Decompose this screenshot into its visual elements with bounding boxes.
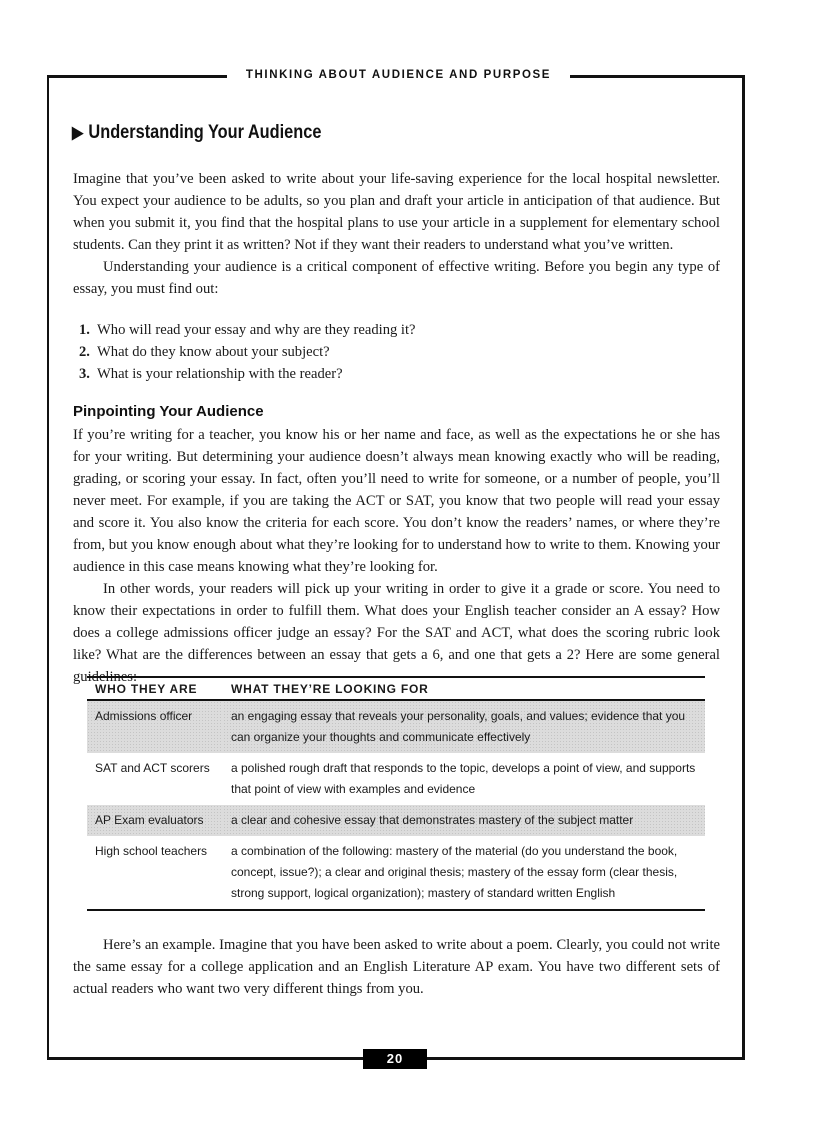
cell-who: AP Exam evaluators	[87, 805, 223, 836]
section-title-text: Understanding Your Audience	[88, 122, 322, 143]
intro-paragraph: Understanding your audience is a critical component of effective writing. Before you begin any type of essay, you must find out:	[73, 259, 720, 297]
column-header-what: WHAT THEY’RE LOOKING FOR	[223, 677, 705, 700]
question-list	[79, 319, 416, 385]
list-item	[79, 363, 416, 385]
column-header-who: WHO THEY ARE	[87, 677, 223, 700]
cell-what: a polished rough draft that responds to the topic, develops a point of view, and supports that point of view with examples and evidence	[231, 761, 696, 796]
table-row	[87, 805, 705, 836]
running-head: THINKING ABOUT AUDIENCE AND PURPOSE	[245, 69, 552, 81]
cell-what: a clear and cohesive essay that demonstrates mastery of the subject matter	[223, 805, 705, 836]
table-row	[87, 753, 705, 805]
frame-right-rule	[742, 75, 745, 1060]
page-number: 20	[363, 1049, 427, 1069]
frame-top-rule-right	[570, 75, 745, 78]
table-row	[87, 836, 705, 910]
subsection-text	[73, 424, 720, 688]
cell-what: an engaging essay that reveals your personality, goals, and values; evidence that you can organize your thoughts and communicate effectively	[223, 700, 705, 753]
list-text: What is your relationship with the reader?	[97, 366, 343, 382]
body-paragraph: If you’re writing for a teacher, you know his or her name and face, as well as the expectations he or she has for your writing. But determining your audience doesn’t always mean knowing exactly who will be reading, grading, or scoring your essay. In fact, often you’ll need to write for someone, or a number of people, you’ll never meet. For example, if you are taking the ACT or SAT, you know that two people will read your essay and score it. You also know the criteria for each score. You don’t know the readers’ names, or where they’re from, but you know enough about what they’re looking for to understand how to write to them. Knowing your audience in this case means knowing what they’re looking for.	[73, 427, 720, 575]
cell-who: Admissions officer	[87, 700, 223, 753]
list-number: 2.	[79, 344, 90, 360]
frame-top-rule-left	[47, 75, 227, 78]
intro-text	[73, 168, 720, 300]
subsection-title: Pinpointing Your Audience	[73, 403, 264, 420]
list-number: 3.	[79, 366, 90, 382]
cell-what: a combination of the following: mastery of the material (do you understand the book, concept, issue?); a clear and original thesis; mastery of the essay form (clear thesis, strong support, logical organization); mastery of standard written English	[231, 844, 678, 900]
list-number: 1.	[79, 322, 90, 338]
table-header-row	[87, 677, 705, 700]
triangle-arrow-icon: ▶	[72, 123, 84, 142]
section-title	[72, 122, 321, 144]
frame-left-rule	[47, 75, 49, 1060]
closing-text	[73, 934, 720, 1000]
cell-who: SAT and ACT scorers	[95, 761, 210, 775]
cell-who: High school teachers	[95, 844, 208, 858]
list-text: Who will read your essay and why are they reading it?	[97, 322, 416, 338]
list-text: What do they know about your subject?	[97, 344, 330, 360]
body-paragraph: In other words, your readers will pick up your writing in order to give it a grade or score. You need to know their expectations in order to fulfill them. What does your English teacher consider an A essay? How does a college admissions officer judge an essay? For the SAT and ACT, what does the scoring rubric look like? What are the differences between an essay that gets a 6, and one that gets a 2? Here are some general guidelines:	[73, 581, 720, 685]
audience-guidelines-table	[87, 676, 705, 911]
closing-paragraph: Here’s an example. Imagine that you have been asked to write about a poem. Clearly, you could not write the same essay for a college application and an English Literature AP exam. You have two different sets of actual readers who want two very different things from you.	[73, 937, 720, 997]
list-item	[79, 319, 416, 341]
intro-paragraph: Imagine that you’ve been asked to write about your life-saving experience for the local hospital newsletter. You expect your audience to be adults, so you plan and draft your article in anticipation of that audience. But when you submit it, you find that the hospital plans to use your article in a supplement for elementary school students. Can they print it as written? Not if they want their readers to understand what you’ve written.	[73, 171, 720, 253]
table-row	[87, 700, 705, 753]
list-item	[79, 341, 416, 363]
